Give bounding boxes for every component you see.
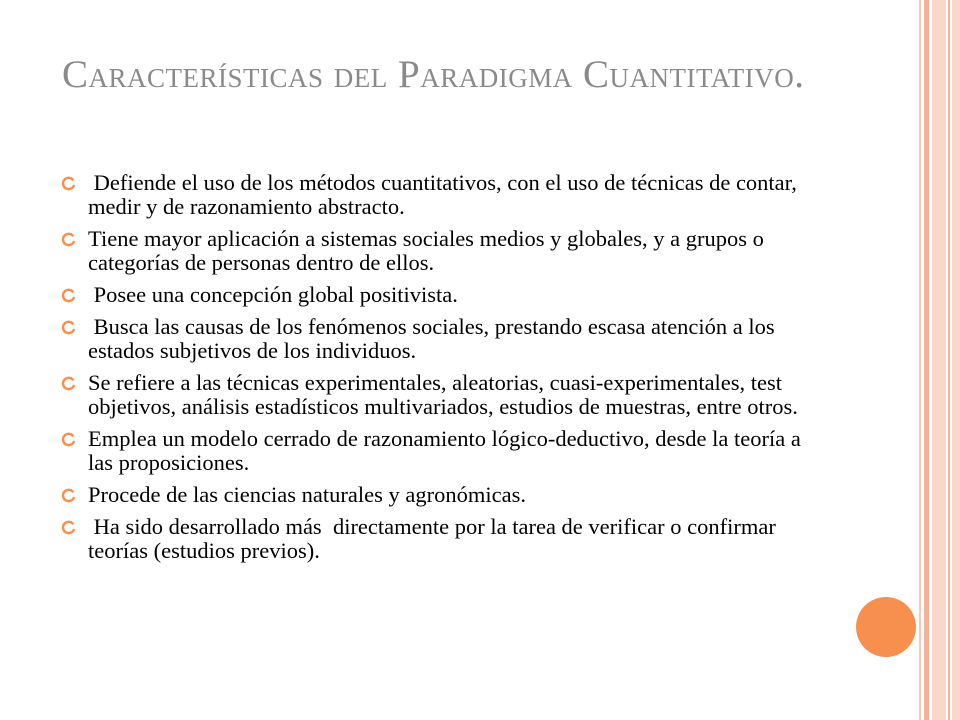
hollow-circle-icon <box>61 432 76 447</box>
border-stripe <box>924 0 929 720</box>
bullet-text: Emplea un modelo cerrado de razonamiento lógico-deductivo, desde la teoría a las proposiciones. <box>88 426 807 475</box>
bullet-item <box>62 515 822 563</box>
hollow-circle-icon <box>61 176 76 191</box>
bullet-text: Tiene mayor aplicación a sistemas sociales medios y globales, y a grupos o categorías de personas dentro de ellos. <box>88 226 770 275</box>
bullet-text: Defiende el uso de los métodos cuantitativos, con el uso de técnicas de contar, medir y de razonamiento abstracto. <box>88 170 803 219</box>
bullet-item <box>62 483 822 507</box>
border-stripe <box>952 0 960 720</box>
hollow-circle-icon <box>61 520 76 535</box>
hollow-circle-icon <box>61 288 76 303</box>
bullet-list <box>62 171 822 571</box>
border-stripe <box>919 0 921 720</box>
bullet-text: Posee una concepción global positivista. <box>88 282 458 307</box>
bullet-item <box>62 283 822 307</box>
hollow-circle-icon <box>61 488 76 503</box>
bullet-text: Se refiere a las técnicas experimentales, aleatorias, cuasi-experimentales, test objetivos, análisis estadísticos multivariados, estudios de muestras, entre otros. <box>88 370 798 419</box>
hollow-circle-icon <box>61 320 76 335</box>
bullet-item <box>62 427 822 475</box>
hollow-circle-icon <box>61 232 76 247</box>
accent-circle <box>856 597 916 657</box>
slide-title: Características del Paradigma Cuantitativo. <box>62 53 805 96</box>
bullet-text: Procede de las ciencias naturales y agronómicas. <box>88 482 526 507</box>
bullet-item <box>62 371 822 419</box>
bullet-text: Ha sido desarrollado más directamente por la tarea de verificar o confirmar teorías (estudios previos). <box>88 514 782 563</box>
bullet-item <box>62 227 822 275</box>
border-stripe <box>932 0 946 720</box>
bullet-text: Busca las causas de los fenómenos sociales, prestando escasa atención a los estados subjetivos de los individuos. <box>88 314 781 363</box>
bullet-item <box>62 171 822 219</box>
bullet-item <box>62 315 822 363</box>
hollow-circle-icon <box>61 376 76 391</box>
border-stripe <box>948 0 950 720</box>
